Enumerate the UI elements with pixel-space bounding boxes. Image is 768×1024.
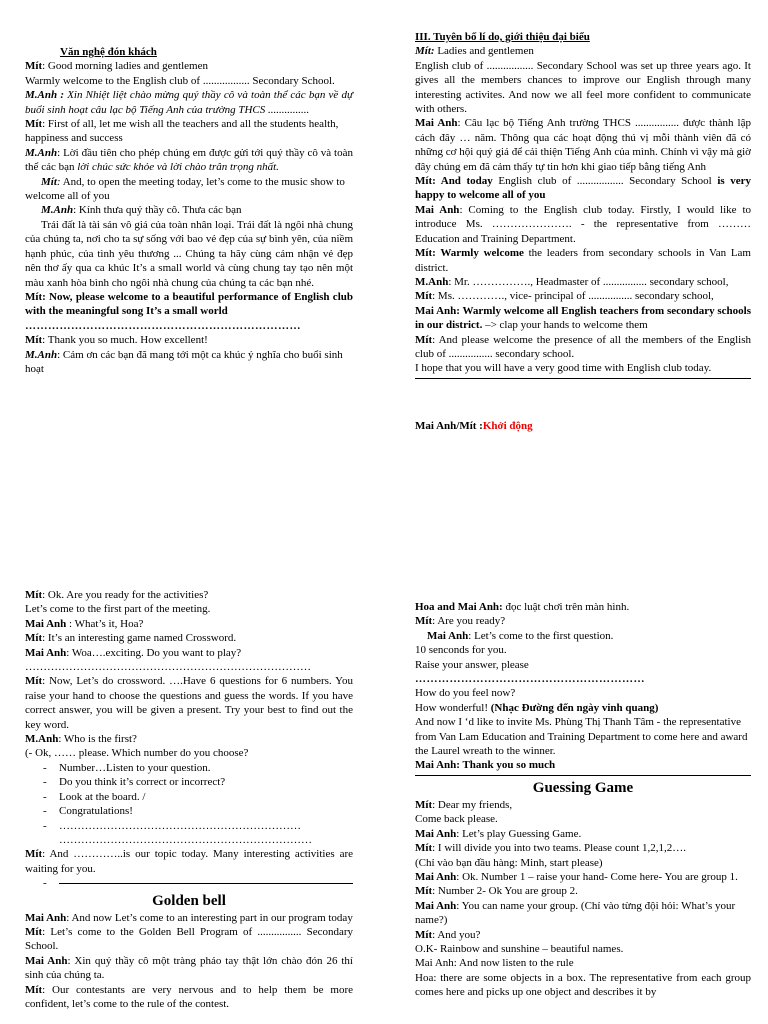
line: Warmly welcome to the English club of ................. Secondary School. — [25, 74, 335, 87]
list-item: - Look at the board. / — [43, 790, 353, 804]
divider — [415, 378, 751, 379]
line: M.Anh: Mr. ……………., Headmaster of ................ secondary school, — [415, 275, 729, 288]
line: (Chỉ vào bạn đầu hàng: Minh, start please) — [415, 856, 603, 869]
line: Mai Anh: And now listen to the rule — [415, 957, 574, 970]
line: M.Anh : Xin Nhiệt liệt chào mừng quý thầy cô và toàn thể các bạn về dự buổi sinh hoạt câu lạc bộ Tiếng Anh của trường THCS ............... — [25, 89, 354, 116]
line: Mít: First of all, let me wish all the teachers and all the students health, happiness and success — [25, 118, 339, 145]
line: (- Ok, …… please. Which number do you choose? — [25, 747, 249, 760]
line: How do you feel now? — [415, 687, 516, 700]
line: Mai Anh : What’s it, Hoa? — [25, 617, 144, 630]
warm-up-line: Mai Anh/Mít :Khởi động — [415, 419, 533, 432]
line: Mít: And, to open the meeting today, let’s come to the music show to welcome all of you — [25, 175, 345, 203]
line: Mít: Warmly welcome the leaders from secondary schools in Van Lam district. — [415, 247, 751, 274]
line: Mít: And you? — [415, 928, 481, 941]
line: Mít: And please welcome the presence of all the members of the English club of ................ secondary school. — [415, 333, 751, 360]
line: Mít: Ladies and gentlemen — [415, 45, 534, 58]
line: Mít: Now, Let’s do crossword. ….Have 6 questions for 6 numbers. You raise your hand to choose the questions and guess the words. If you have correct answer, you will be given a present. Try your best to find out the key word. — [25, 675, 353, 731]
line: Mai Anh: Coming to the English club today. Firstly, I would like to introduce Ms. …………………. - the representative from ……… Education and Training Department. — [415, 203, 752, 245]
list-item: - Congratulations! — [43, 804, 353, 818]
line: Hoa: there are some objects in a box. The representative from each group comes here and picks up one object and describes it by — [415, 971, 751, 999]
line: M.Anh: Who is the first? — [25, 733, 137, 746]
line: Mít: Dear my friends, — [415, 798, 513, 811]
section-introduction — [415, 30, 751, 433]
dotted-line: ……………………………………………………………… — [25, 319, 301, 332]
line: Mít: Now, please welcome to a beautiful performance of English club with the meaningful song It’s a small world — [25, 290, 353, 318]
line: Mít: And …………..is our topic today. Many interesting activities are waiting for you. — [25, 848, 353, 875]
line: Mai Anh: Let’s come to the first question. — [427, 629, 614, 642]
divider: - — [43, 876, 353, 890]
line: Hoa and Mai Anh: đọc luật chơi trên màn hình. — [415, 601, 630, 613]
dash-list — [25, 761, 353, 847]
line: Mít: It’s an interesting game named Crossword. — [25, 632, 237, 645]
line: M.Anh: Cảm ơn các bạn đã mang tới một ca khúc ý nghĩa cho buổi sinh hoạt — [25, 348, 343, 375]
line: M.Anh: Lời đầu tiên cho phép chúng em được gửi tới quý thầy cô và toàn thể các bạn lời chúc sức khỏe và lời chào trân trọng nhất. — [25, 146, 353, 174]
line: Mai Anh: Xin quý thầy cô một tràng pháo tay thật lớn chào đón 26 thí sinh của chúng ta. — [25, 954, 353, 982]
line: Mít: And today English club of ................. Secondary School is very happy to welcome all of you — [415, 175, 751, 202]
line: I hope that you will have a very good time with English club today. — [415, 362, 712, 375]
line: Mai Anh: Warmly welcome all English teachers from secondary schools in our district. –> clap your hands to welcome them — [415, 304, 751, 332]
line: Mai Anh: Let’s play Guessing Game. — [415, 827, 582, 840]
list-item: - ………………………………………………………… …………………………………………………………… — [43, 819, 353, 848]
line: Mít: Let’s come to the Golden Bell Program of ................ Secondary School. — [25, 925, 354, 953]
line: M.Anh: Kính thưa quý thầy cô. Thưa các bạn — [41, 204, 242, 217]
dotted-line: …………………………………………………… — [415, 673, 645, 686]
line: Mít: I will divide you into two teams. Please count 1,2,1,2…. — [415, 842, 687, 855]
line: Mít: Good morning ladies and gentlemen — [25, 60, 208, 73]
list-item: - Do you think it’s correct or incorrect? — [43, 775, 353, 789]
line: Mít: Ms. …………., vice- principal of ................ secondary school, — [415, 290, 714, 303]
section-crossword — [25, 588, 353, 1011]
line: 10 senconds for you. — [415, 644, 507, 657]
line: Mít: Are you ready? — [415, 615, 506, 628]
line: O.K- Rainbow and sunshine – beautiful names. — [415, 942, 624, 955]
line: Mít: Number 2- Ok You are group 2. — [415, 885, 578, 898]
line: Mai Anh: And now Let’s come to an interesting part in our program today — [25, 911, 353, 924]
line: Mít: Our contestants are very nervous and to help them be more confident, let’s come to the rule of the contest. — [25, 983, 353, 1010]
line: Mít: Ok. Are you ready for the activities? — [25, 589, 209, 601]
line: And now I ‘d like to invite Ms. Phùng Thị Thanh Tâm - the representative from Van Lam Education and Training Department to come here and award the Laurel wreath to the winner. — [415, 716, 748, 758]
line: Mai Anh: Ok. Number 1 – raise your hand- Come here- You are group 1. — [415, 870, 738, 883]
line: Mai Anh: You can name your group. (Chỉ vào từng đội hỏi: What’s your name?) — [415, 899, 736, 927]
line: English club of ................. Secondary School was set up three years ago. It gives all the members chances to improve our English through many interesting activites. And now we all feel more confident to communicate with others. — [415, 59, 751, 116]
golden-bell-heading: Golden bell — [152, 892, 226, 909]
section-welcome-music — [25, 45, 353, 376]
dotted-line: …………………………………………………………………… — [25, 661, 311, 674]
section-golden-bell-guessing — [415, 600, 751, 1000]
line: Mai Anh: Woa….exciting. Do you want to play? — [25, 646, 242, 659]
line: Mít: Thank you so much. How excellent! — [25, 334, 208, 347]
line: Mai Anh: Thank you so much — [415, 759, 556, 772]
list-item: - Number…Listen to your question. — [43, 761, 353, 775]
divider — [415, 775, 751, 776]
line: Mai Anh: Câu lạc bộ Tiếng Anh trường THCS ................ được thành lập cách đây … năm. Thông qua các hoạt động thú vị mỗi thành viên đã có những cơ hội quý giá để cải thiện Tiếng Anh của mình. Chính vì vậy mà giờ đây chúng em đã cảm thấy tự tin hơn khi giao tiếp bằng tiếng Anh — [415, 117, 751, 173]
line: Raise your answer, please — [415, 658, 529, 671]
line: How wonderful! (Nhạc Đường đến ngày vinh quang) — [415, 701, 659, 714]
section-title: III. Tuyên bố lí do, giới thiệu đại biểu — [415, 31, 590, 43]
line: Let’s come to the first part of the meeting. — [25, 603, 211, 616]
line: Trái đất là tài sản vô giá của toàn nhân loại. Trái đất là ngôi nhà chung của chúng ta, nơi cho ta sự sống với bao vẻ đẹp của sự bình yên, của niềm hạnh phúc, của tình yêu thương ... Chúng ta hãy cùng cảm nhận vẻ đẹp nên thơ ấy qua ca khúc It’s a small world và cùng chung tay tạo nên một màu xanh hòa bình cho ngôi nhà chung của chúng ta các bạn nhé. — [25, 218, 353, 289]
section-title: Văn nghệ đón khách — [60, 46, 157, 58]
line: Come back please. — [415, 813, 498, 826]
guessing-game-heading: Guessing Game — [532, 779, 634, 796]
